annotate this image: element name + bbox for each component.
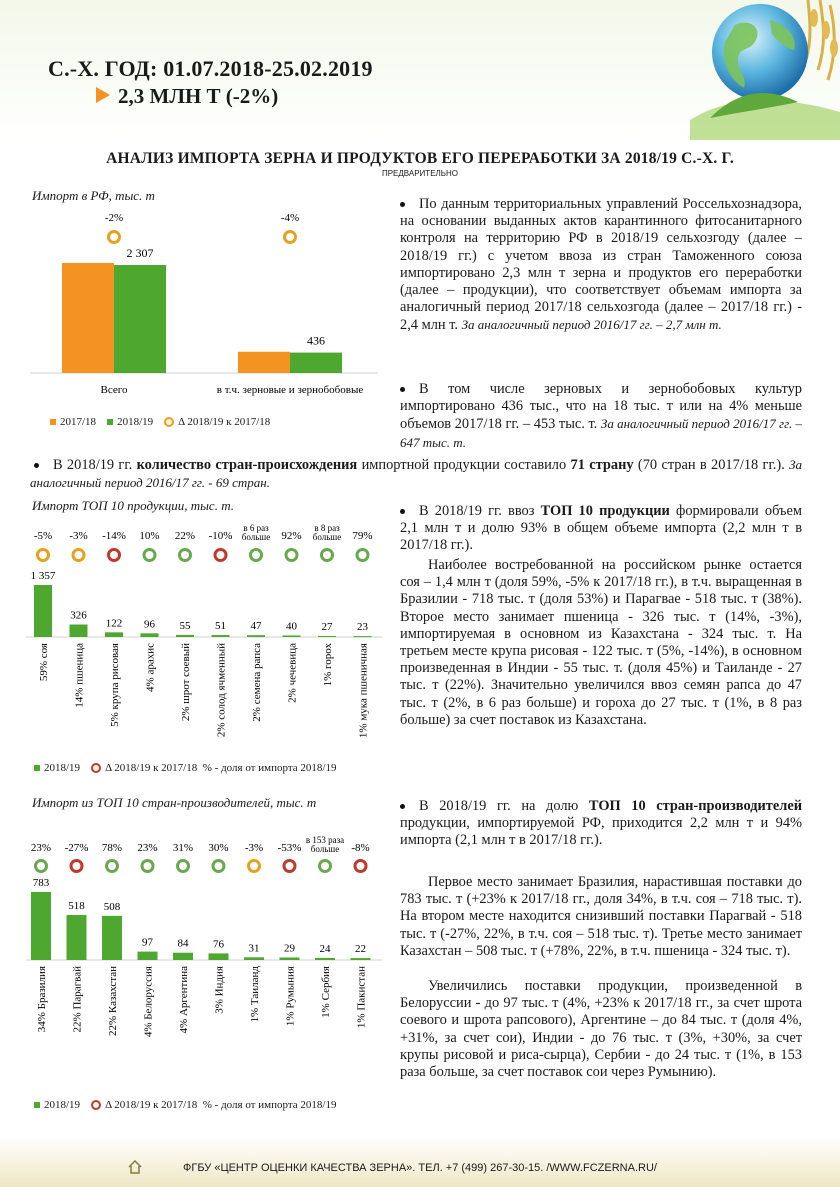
chart2-value-label: 122 [105,617,123,630]
chart2-delta-label: -10% [208,530,233,542]
chart2-top10-products [26,513,386,758]
chart2-bar [283,635,301,637]
chart3-bar [209,953,229,960]
chart2-delta-marker [322,550,333,561]
p3-d: 71 страну [570,457,634,473]
legend-label: % - доля от импорта 2018/19 [202,1099,337,1111]
chart2-delta-label: -14% [102,530,126,542]
chart3-delta-marker [142,861,153,872]
p4-b: ТОП 10 продукции [540,503,670,519]
chart2-value-label: 23 [357,621,368,634]
chart1-import-total [30,205,385,405]
chart3-delta-marker [249,861,260,872]
p3-c: импортной продукции составило [361,457,567,473]
chart2-delta-label: 92% [281,530,302,542]
chart1-delta-marker [109,232,120,243]
chart3-bar [67,915,87,960]
chart3-value-label: 76 [213,938,224,951]
chart3-category-label: 4% Белоруссия [142,966,155,1038]
legend-ring-icon [164,417,174,427]
chart3-delta-marker [320,861,331,872]
chart1-category-label: в т.ч. зерновые и зернобобовые [216,384,364,396]
chart2-legend [34,762,336,774]
chart2-value-label: 27 [321,620,333,633]
chart3-category-label: 4% Аргентина [178,966,190,1034]
p2-text: В том числе зерновых и зернобобовых культур импортировано 436 тыс., что на 18 тыс. т или на 4% меньше объемов 2017/18 гг. – 453 тыс. т. [400,381,802,433]
legend-swatch-green [34,1102,40,1108]
chart3-delta-label: 23% [137,842,158,854]
chart3-delta-label: больше [310,844,340,854]
chart3-delta-marker [213,861,224,872]
p4-c: формировали объем 2,1 млн т и долю 93% в общем объеме импорта (2,2 млн т в 2017/18 гг.). [400,503,802,554]
chart1-category-label: Всего [100,384,128,396]
chart3-delta-marker [284,861,295,872]
chart2-value-label: 96 [144,618,155,631]
chart3-category-label: 3% Индия [213,966,226,1014]
chart3-value-label: 22 [355,943,366,956]
chart3-delta-marker [355,861,366,872]
chart3-bar [351,958,371,960]
chart1-delta-marker [285,232,296,243]
chart3-bar [280,957,300,960]
chart2-value-label: 47 [250,620,262,633]
chart3-delta-label: -8% [351,842,370,854]
chart3-value-label: 24 [319,942,331,955]
chart2-delta-label: больше [241,532,271,542]
page-title: АНАЛИЗ ИМПОРТА ЗЕРНА И ПРОДУКТОВ ЕГО ПЕРЕРАБОТКИ ЗА 2018/19 С.-Х. Г. [106,150,734,167]
chart3-category-label: 34% Бразилия [36,966,48,1033]
chart3-delta-label: в 153 раза [305,835,345,845]
chart2-category-label: 2% чечевица [286,643,299,703]
chart2-delta-label: больше [312,532,342,542]
arrow-right-icon [96,87,110,103]
chart2-delta-marker [180,550,191,561]
p6-c: продукции, импортируемой РФ, приходится 2,2 млн т и 94% импорта (2,1 млн т в 2017/18 гг.). [400,815,802,849]
chart3-value-label: 29 [284,942,295,955]
chart2-delta-label: 22% [174,530,196,542]
paragraph-7: Первое место занимает Бразилия, нарастившая поставки до 783 тыс. т (+23% к 2017/18 гг., доля 34%, в т.ч. соя – 718 тыс. т). На втором месте находится снизивший поставки Парагвай - 518 тыс. т (-27%, 22%, в т.ч. соя – 518 тыс. т). Третье место занимает Казахстан – 508 тыс. т (+78%, 22%, в т.ч. пшеница - 324 тыс. т). [400,874,802,959]
chart3-bar [315,958,335,960]
chart3-category-label: 22% Парагвай [71,966,84,1033]
chart3-delta-marker [36,861,47,872]
chart3-bar [102,916,122,960]
chart3-delta-label: 31% [172,842,194,854]
globe-logo-icon [690,0,840,140]
page-note: ПРЕДВАРИТЕЛЬНО [381,169,459,178]
chart2-delta-label: в 8 раз [314,523,340,533]
bullet-icon [400,202,405,207]
chart2-value-label: 1 357 [30,570,56,582]
chart2-category-label: 1% мука пшеничная [357,643,370,739]
chart3-legend [34,1099,336,1111]
chart3-bar [244,957,264,960]
legend-ring-icon [91,763,101,773]
chart2-category-label: 2% шрот соевый [180,643,192,722]
p1-text: По данным территориальных управлений Россельхознадзора, на основании выданных актов карантинного фитосанитарного контроля на территорию РФ в 2018/19 сельхозгоду (далее – 2018/19 гг.) с учетом ввоза из стран Таможенного союза импортировано 2,3 млн т зерна и продуктов его переработки (далее – продукции), что соответствует объемам импорта за аналогичный период 2017/18 сельхозгода (далее – 2017/18 гг.) - 2,4 млн т. [400,196,802,334]
chart3-delta-marker [71,861,82,872]
chart3-value-label: 518 [68,900,85,913]
legend-label: Δ 2018/19 к 2017/18 [178,416,271,428]
chart3-delta-label: -27% [64,842,89,854]
chart1-bar-2017-18 [62,263,114,373]
chart2-category-label: 1% горох [322,643,334,687]
chart1-value-label: 436 [307,333,325,348]
chart2-delta-label: в 6 раз [243,523,269,533]
chart3-category-label: 1% Румыния [284,966,297,1027]
chart1-delta-label: -2% [104,212,124,224]
chart1-bar-2018-19 [114,265,166,373]
bullet-icon [34,463,39,468]
chart3-delta-label: -53% [277,842,302,854]
chart2-delta-label: -3% [69,530,88,542]
chart3-value-label: 31 [248,942,260,955]
footer-text: ФГБУ «ЦЕНТР ОЦЕНКИ КАЧЕСТВА ЗЕРНА». ТЕЛ. +7 (499) 267-30-15. /WWW.FCZERNA.RU/ [183,1162,657,1174]
chart2-delta-label: 79% [352,530,373,542]
chart2-delta-marker [38,550,49,561]
legend-ring-icon [91,1100,101,1110]
chart2-category-label: 59% соя [38,643,50,682]
chart2-delta-marker [251,550,262,561]
chart2-bar [176,635,194,637]
chart2-bar [354,636,372,637]
header-subtitle: 2,3 МЛН Т (-2%) [118,84,279,108]
legend-label: 2018/19 [117,416,154,428]
chart2-delta-marker [73,550,84,561]
chart2-delta-label: -5% [33,530,53,542]
chart2-delta-marker [286,550,297,561]
chart3-category-label: 1% Пакистан [355,966,368,1029]
chart3-value-label: 783 [32,877,50,889]
chart3-delta-marker [178,861,189,872]
chart2-bar [105,632,123,637]
p4-a: В 2018/19 гг. ввоз [419,503,535,519]
chart1-legend [50,416,270,428]
legend-label: Δ 2018/19 к 2017/18 [105,1099,198,1111]
chart3-delta-label: 23% [30,842,52,854]
chart3-bar [31,892,51,960]
paragraph-4 [400,503,802,555]
chart3-bar [173,953,193,960]
chart2-bar [318,636,336,637]
p6-a: В 2018/19 гг. на долю [419,798,579,814]
p3-a: В 2018/19 гг. [53,457,133,473]
bullet-icon [400,804,405,809]
chart3-title: Импорт из ТОП 10 стран-производителей, тыс. т [32,795,317,810]
chart2-category-label: 2% солод ячменный [215,643,228,738]
chart2-value-label: 51 [215,620,226,633]
chart3-top10-countries [26,830,386,1085]
chart2-bar [34,585,52,637]
chart1-value-label: 2 307 [126,246,154,261]
chart2-value-label: 40 [286,620,297,633]
chart2-category-label: 5% крупа рисовая [109,643,121,727]
chart3-value-label: 508 [103,900,121,913]
chart2-title: Импорт ТОП 10 продукции, тыс. т. [32,498,235,513]
chart2-category-label: 4% арахис [144,643,157,692]
legend-label: 2017/18 [60,416,97,428]
chart3-category-label: 1% Сербия [320,966,332,1018]
chart3-delta-marker [107,861,118,872]
legend-swatch-green [34,765,40,771]
chart3-delta-label: 78% [101,842,123,854]
p3-b: количество стран-происхождения [136,457,358,473]
p3-f: За аналогичный период 2016/17 гг. - 69 стран. [30,457,802,491]
paragraph-5: Наиболее востребованной на российском рынке остается соя – 1,4 млн т (доля 59%, -5% к 2017/18 гг.), в т.ч. выращенная в Бразилии - 718 тыс. т (доля 53%) и Парагвае - 518 тыс. т (38%). Второе место занимает пшеница - 326 тыс. т (14%, -3%), импортируемая в основном из Казахстана - 324 тыс. т. На третьем месте крупа рисовая - 122 тыс. т (5%, -14%), в основном произведенная в Индии - 55 тыс. т. (доля 45%) и Таиланде - 27 тыс. т (22%). Значительно увеличился ввоз семян рапса до 47 тыс. т (2%, в 6 раз больше) и гороха до 27 тыс. т (1%, в 8 раз больше) за счет поставок из Казахстана. [400,557,802,728]
legend-label: Δ 2018/19 к 2017/18 [105,762,198,774]
chart3-delta-label: 30% [208,842,229,854]
header-title: С.-Х. ГОД: 01.07.2018-25.02.2019 [48,56,373,81]
p6-b: ТОП 10 стран-производителей [588,798,802,814]
paragraph-6 [400,798,802,850]
legend-label: 2018/19 [44,1099,81,1111]
chart2-category-label: 14% пшеница [73,643,86,708]
chart2-bar [70,625,88,637]
bullet-icon [400,387,405,392]
chart3-value-label: 84 [177,937,189,950]
paragraph-1 [400,196,802,335]
chart3-category-label: 22% Казахстан [107,966,119,1036]
chart2-delta-label: 10% [139,530,160,542]
chart2-delta-marker [109,550,120,561]
bullet-icon [400,509,405,514]
chart3-bar [138,952,158,960]
chart2-delta-marker [215,550,226,561]
chart2-delta-marker [144,550,155,561]
chart2-value-label: 326 [70,609,87,622]
paragraph-3 [30,456,802,492]
paragraph-8: Увеличились поставки продукции, произведенной в Белоруссии - до 97 тыс. т (4%, +23% к 2017/18 гг., за счет шрота соевого и шрота рапсового), Аргентине – до 84 тыс. т (доля 4%, +31%, за счет сои), Индии - до 76 тыс. т (3%, +30%, за счет крупы рисовой и риса-сырца), Сербии - до 24 тыс. т (1%, в 153 раза больше, за счет поставок сои через Румынию). [400,978,802,1081]
chart3-value-label: 97 [142,936,153,949]
chart1-title: Импорт в РФ, тыс. т [32,188,155,203]
p2-note: За аналогичный период 2016/17 гг. – 647 тыс. т. [400,416,802,450]
chart2-delta-marker [357,550,368,561]
chart1-delta-label: -4% [280,212,300,224]
legend-swatch-orange [50,419,56,425]
chart2-bar [247,635,265,637]
legend-label: % - доля от импорта 2018/19 [202,762,337,774]
p1-note: За аналогичный период 2016/17 гг. – 2,7 млн т. [461,317,722,333]
chart2-category-label: 2% семена рапса [251,643,263,722]
chart1-bar-2017-18 [238,352,290,373]
p3-e: (70 стран в 2017/18 гг.). [637,457,785,473]
legend-swatch-green [107,419,113,425]
legend-label: 2018/19 [44,762,81,774]
paragraph-2 [400,381,802,452]
chart2-bar [141,633,159,637]
chart3-category-label: 1% Таиланд [249,966,261,1023]
chart2-value-label: 55 [179,619,191,632]
chart3-delta-label: -3% [244,842,264,854]
chart1-bar-2018-19 [290,353,342,373]
chart2-bar [212,635,230,637]
